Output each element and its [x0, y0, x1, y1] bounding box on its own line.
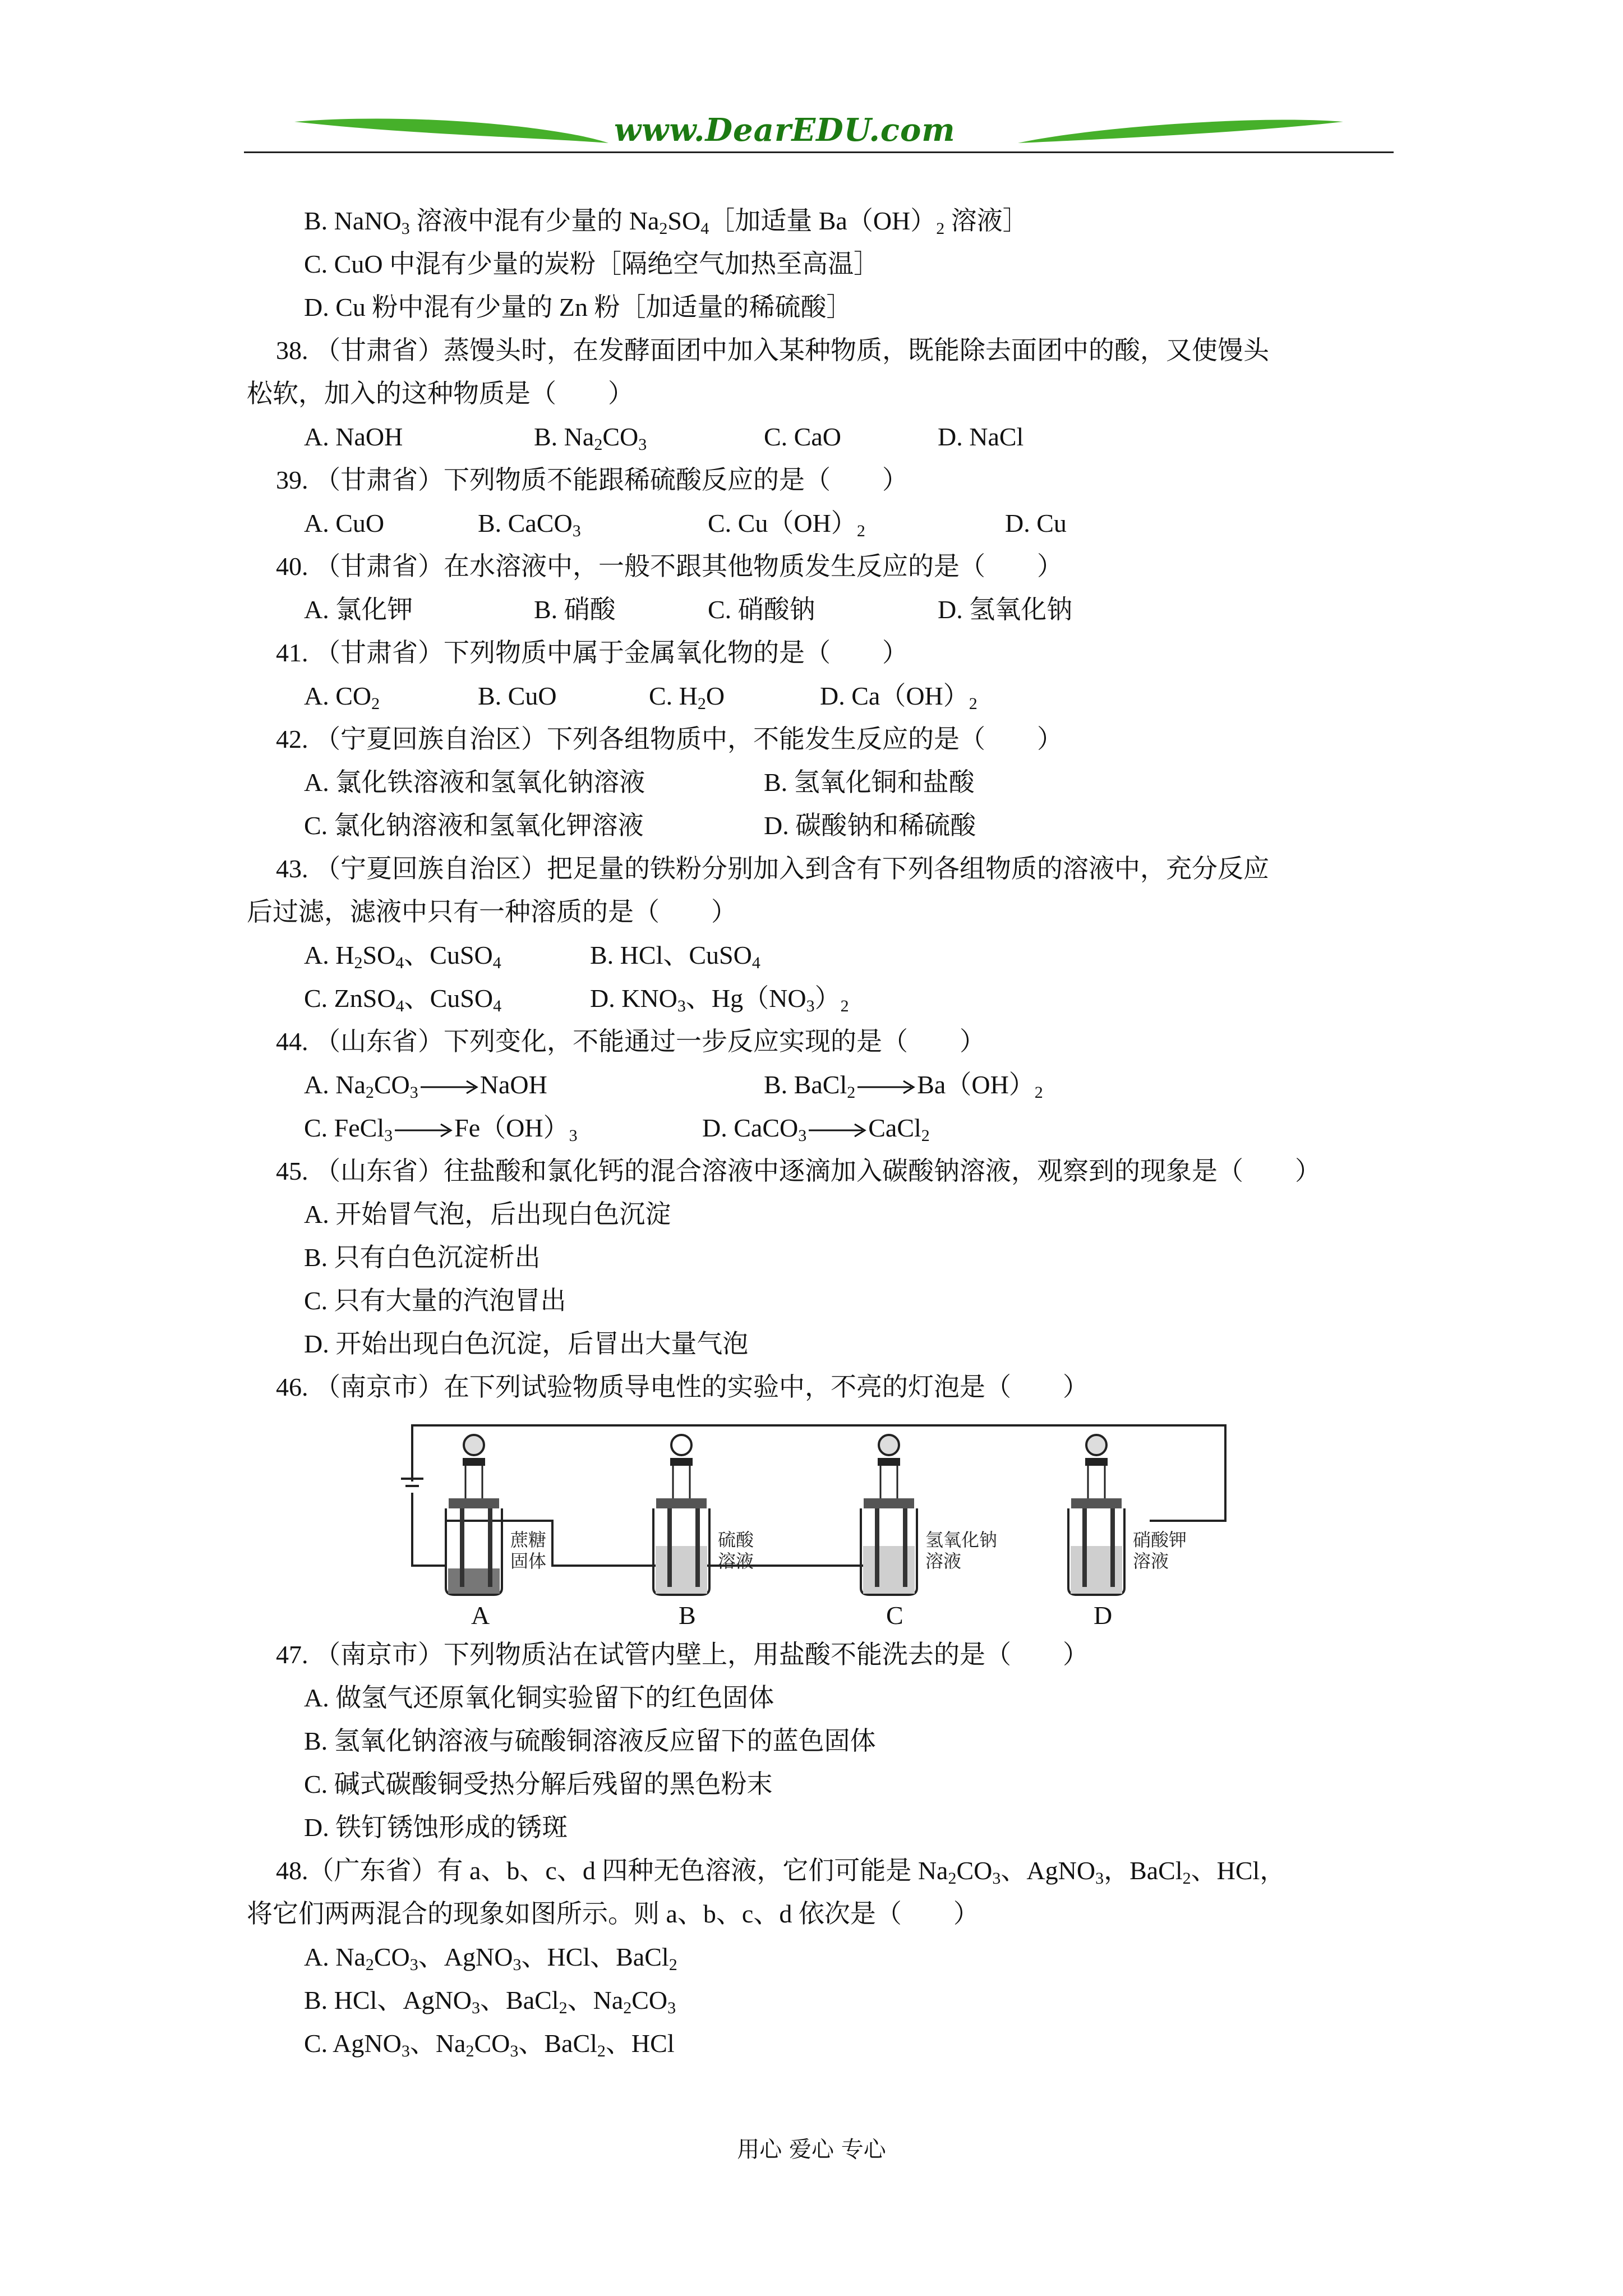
- text-line: A. $Na_2CO_3$、AgNO$_3$、HCl、BaCl$_2$: [304, 1943, 677, 1974]
- jar-label: 固体: [510, 1550, 547, 1572]
- jar-label: 蔗糖: [510, 1529, 547, 1550]
- question-content: [247, 199, 1391, 2065]
- figure-label-c: C: [886, 1601, 903, 1630]
- answer-option: D. Cu: [1005, 509, 1067, 537]
- setup-c: [861, 1435, 997, 1595]
- answer-option: C. $Cu(OH)_2$: [708, 509, 865, 540]
- text-line: D. Cu 粉中混有少量的 Zn 粉［加适量的稀硫酸］: [304, 293, 852, 321]
- figure-label-b: B: [679, 1601, 696, 1630]
- jar-label: 溶液: [925, 1550, 962, 1572]
- text-line: B. 只有白色沉淀析出: [304, 1243, 541, 1272]
- answer-option: A. $H_2SO_4$、CuSO$_4$: [304, 941, 501, 972]
- answer-option: C. 硝酸钠: [708, 595, 815, 624]
- text-line: 后过滤，滤液中只有一种溶质的是（ ）: [247, 898, 737, 926]
- text-line: [247, 1063, 1391, 1106]
- answer-option: D. NaCl: [938, 422, 1024, 451]
- text-line: 47. （南京市）下列物质沾在试管内壁上，用盐酸不能洗去的是（ ）: [276, 1640, 1089, 1669]
- text-line: A. 开始冒气泡，后出现白色沉淀: [304, 1200, 671, 1228]
- text-line: [247, 804, 1391, 847]
- text-line: C. 只有大量的汽泡冒出: [304, 1286, 566, 1315]
- text-line: 38. （甘肃省）蒸馒头时，在发酵面团中加入某种物质，既能除去面团中的酸，又使馒头: [276, 336, 1269, 365]
- answer-option: B. BaCl$_2$ $Ba(OH)_2$: [764, 1070, 1043, 1102]
- light-bulb-icon: [1086, 1435, 1106, 1455]
- text-line: B. HCl、AgNO$_3$、BaCl$_2$、$Na_2CO_3$: [304, 1986, 676, 2017]
- answer-option: D. $KNO_3$、$Hg(NO_3)_2$: [590, 984, 849, 1015]
- setup-a: [446, 1435, 546, 1595]
- text-line: D. 开始出现白色沉淀，后冒出大量气泡: [304, 1329, 749, 1358]
- text-line: C. AgNO$_3$、$Na_2CO_3$、BaCl$_2$、HCl: [304, 2029, 675, 2060]
- answer-option: C. CaO: [764, 422, 841, 451]
- text-line: 45. （山东省）往盐酸和氯化钙的混合溶液中逐滴加入碳酸钠溶液，观察到的现象是（ ）: [276, 1157, 1321, 1185]
- jar-label: 氢氧化钠: [925, 1529, 998, 1550]
- experiment-figure: [247, 1409, 1391, 1633]
- text-line: [247, 933, 1391, 977]
- answer-option: C. $H_2O$: [649, 682, 725, 713]
- answer-option: B. HCl、CuSO$_4$: [590, 941, 760, 972]
- answer-option: D. CaCO$_3$ CaCl$_2$: [702, 1114, 930, 1145]
- text-line: 41. （甘肃省）下列物质中属于金属氧化物的是（ ）: [276, 638, 908, 667]
- figure-label-a: A: [471, 1601, 490, 1630]
- text-line: A. 做氢气还原氧化铜实验留下的红色固体: [304, 1683, 774, 1712]
- text-line: 松软，加入的这种物质是（ ）: [247, 379, 634, 408]
- text-line: C. 碱式碳酸铜受热分解后残留的黑色粉末: [304, 1770, 773, 1798]
- jar-label: 硝酸钾: [1133, 1529, 1187, 1550]
- answer-option: A. $Na_2CO_3$ NaOH: [304, 1070, 547, 1102]
- text-line: 40. （甘肃省）在水溶液中，一般不跟其他物质发生反应的是（ ）: [276, 552, 1063, 581]
- text-line: B. 氢氧化钠溶液与硫酸铜溶液反应留下的蓝色固体: [304, 1727, 876, 1755]
- jar-label: 硫酸: [718, 1529, 754, 1550]
- text-line: [247, 415, 1391, 458]
- reaction-arrow-icon: [806, 1122, 868, 1139]
- text-line: [247, 501, 1391, 545]
- site-url: www.DearEDU.com: [614, 112, 956, 149]
- page-footer: 用心 爱心 专心: [737, 2137, 886, 2162]
- conductivity-circuit-diagram: [395, 1414, 1270, 1599]
- answer-option: B. 硝酸: [534, 595, 616, 624]
- text-line: [247, 1106, 1391, 1149]
- text-line: 42. （宁夏回族自治区）下列各组物质中，不能发生反应的是（ ）: [276, 725, 1063, 753]
- text-line: [247, 761, 1391, 804]
- text-line: [247, 588, 1391, 631]
- answer-option: A. CuO: [304, 509, 385, 537]
- answer-option: B. $Na_2CO_3$: [534, 422, 647, 454]
- header-divider: [244, 151, 1394, 153]
- light-bulb-icon: [671, 1435, 691, 1455]
- text-line: 44. （山东省）下列变化，不能通过一步反应实现的是（ ）: [276, 1027, 985, 1056]
- answer-option: A. 氯化钾: [304, 595, 413, 624]
- text-line: D. 铁钉锈蚀形成的锈斑: [304, 1813, 568, 1842]
- answer-option: B. 氢氧化铜和盐酸: [764, 768, 975, 797]
- jar-label: 溶液: [718, 1550, 754, 1572]
- answer-option: D. $Ca(OH)_2$: [820, 682, 978, 713]
- answer-option: A. 氯化铁溶液和氢氧化钠溶液: [304, 768, 645, 797]
- answer-option: C. FeCl$_3$ $Fe(OH)_3$: [304, 1114, 578, 1145]
- answer-option: B. CuO: [478, 682, 557, 710]
- text-line: C. CuO 中混有少量的炭粉［隔绝空气加热至高温］: [304, 250, 880, 278]
- reaction-arrow-icon: [855, 1079, 917, 1096]
- text-line: 43. （宁夏回族自治区）把足量的铁粉分别加入到含有下列各组物质的溶液中，充分反应: [276, 854, 1269, 883]
- light-bulb-icon: [464, 1435, 484, 1455]
- answer-option: A. NaOH: [304, 422, 403, 451]
- text-line: 46. （南京市）在下列试验物质导电性的实验中，不亮的灯泡是（ ）: [276, 1373, 1089, 1401]
- answer-option: B. CaCO$_3$: [478, 509, 581, 540]
- light-bulb-icon: [879, 1435, 899, 1455]
- reaction-arrow-icon: [393, 1122, 454, 1139]
- jar-label: 溶液: [1133, 1550, 1169, 1572]
- answer-option: C. 氯化钠溶液和氢氧化钾溶液: [304, 811, 644, 840]
- answer-option: C. ZnSO$_4$、CuSO$_4$: [304, 984, 502, 1015]
- text-line: B. NaNO$_3$ 溶液中混有少量的 $Na_2SO_4[$加适量 $Ba(OH)_2$ 溶液］: [304, 206, 1029, 238]
- text-line: [247, 977, 1391, 1020]
- reaction-arrow-icon: [418, 1079, 480, 1096]
- text-line: [247, 674, 1391, 717]
- text-line: 将它们两两混合的现象如图所示。则 a、b、c、d 依次是（ ）: [247, 1899, 979, 1928]
- text-line: 39. （甘肃省）下列物质不能跟稀硫酸反应的是（ ）: [276, 466, 908, 494]
- setup-b: [653, 1435, 754, 1595]
- text-line: 48.（广东省）有 a、b、c、d 四种无色溶液，它们可能是 $Na_2CO_3$、AgNO$_3$，BaCl$_2$、HCl，: [276, 1856, 1286, 1888]
- setup-d: [1068, 1435, 1187, 1595]
- figure-label-d: D: [1094, 1601, 1113, 1630]
- answer-option: D. 氢氧化钠: [938, 595, 1073, 624]
- answer-option: A. $CO_2$: [304, 682, 380, 713]
- answer-option: D. 碳酸钠和稀硫酸: [764, 811, 976, 840]
